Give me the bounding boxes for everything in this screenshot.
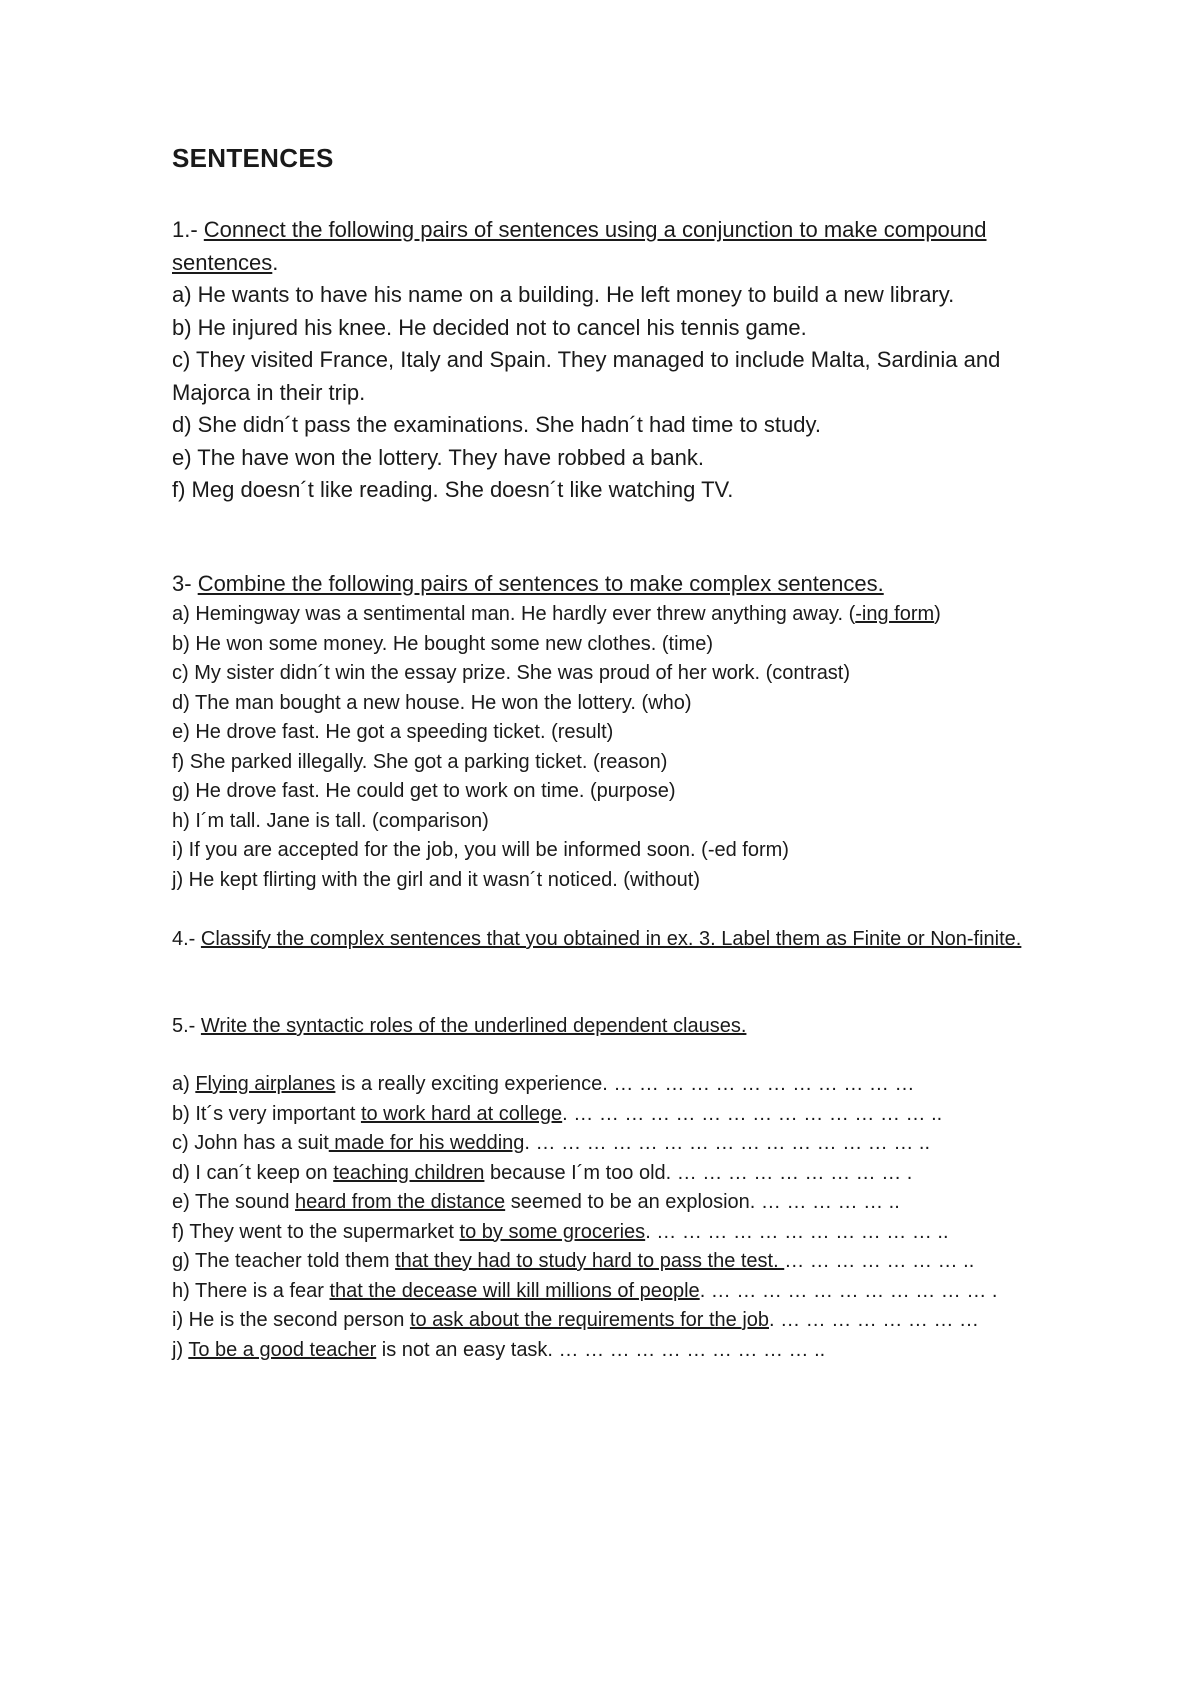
exercise-item xyxy=(172,1159,997,1189)
section-5-list xyxy=(172,1070,997,1365)
item-end: ) xyxy=(934,603,941,625)
exercise-item xyxy=(172,1336,997,1366)
item-text: g) The teacher told them xyxy=(172,1250,396,1272)
section-4 xyxy=(172,925,1052,953)
section-4-number: 4.- xyxy=(172,928,201,950)
exercise-item: d) She didn´t pass the examinations. She hadn´t had time to study. xyxy=(172,412,821,437)
exercise-item: j) He kept flirting with the girl and it wasn´t noticed. (without) xyxy=(172,868,700,891)
exercise-item: b) He injured his knee. He decided not to cancel his tennis game. xyxy=(172,314,807,340)
underlined-clause: that they had to study hard to pass the test. xyxy=(395,1250,785,1272)
item-underlined: -ing form xyxy=(855,603,935,625)
exercise-item: c) They visited France, Italy and Spain. They managed to include Malta, Sardinia and Majorca in their trip. xyxy=(172,347,1001,405)
exercise-item: i) If you are accepted for the job, you will be informed soon. (-ed form) xyxy=(172,839,789,861)
section-1-instruction-end: . xyxy=(272,249,279,275)
exercise-item xyxy=(172,1277,997,1307)
section-3-number: 3- xyxy=(172,571,198,596)
item-answer-dots: . … … … … … … … … … … … .. xyxy=(645,1220,949,1243)
exercise-item xyxy=(172,1070,997,1100)
exercise-item xyxy=(172,1218,997,1248)
section-5-heading xyxy=(172,1012,746,1040)
item-text: a) Hemingway was a sentimental man. He hardly ever threw anything away. ( xyxy=(172,603,856,625)
page-title: SENTENCES xyxy=(172,143,334,173)
exercise-item: g) He drove fast. He could get to work on time. (purpose) xyxy=(172,780,676,802)
underlined-clause: to work hard at college xyxy=(360,1102,563,1125)
section-3 xyxy=(172,568,1072,895)
section-3-instruction: Combine the following pairs of sentences to make complex sentences. xyxy=(197,571,884,596)
item-answer-dots: … … … … … … … .. xyxy=(784,1250,975,1272)
section-1-instruction: Connect the following pairs of sentences using a conjunction to make compound sentences xyxy=(172,217,987,275)
item-answer-dots: seemed to be an explosion. … … … … … .. xyxy=(505,1191,900,1213)
exercise-item xyxy=(172,1247,997,1277)
section-5-number: 5.- xyxy=(172,1015,201,1037)
section-5-instruction: Write the syntactic roles of the underlined dependent clauses. xyxy=(200,1015,747,1037)
item-text: h) There is a fear xyxy=(172,1279,330,1302)
exercise-item: c) My sister didn´t win the essay prize. She was proud of her work. (contrast) xyxy=(172,662,851,684)
underlined-clause: Flying airplanes xyxy=(195,1073,336,1095)
exercise-item: e) The have won the lottery. They have robbed a bank. xyxy=(172,444,705,470)
item-answer-dots: . … … … … … … … … xyxy=(769,1309,980,1331)
item-answer-dots: . … … … … … … … … … … … … … … .. xyxy=(562,1102,943,1125)
item-text: f) They went to the supermarket xyxy=(172,1220,460,1243)
item-text: d) I can´t keep on xyxy=(172,1161,334,1184)
underlined-clause: that the decease will kill millions of people xyxy=(329,1279,700,1302)
underlined-clause: teaching children xyxy=(333,1161,485,1184)
item-answer-dots: because I´m too old. … … … … … … … … … . xyxy=(484,1161,913,1184)
item-text: i) He is the second person xyxy=(172,1309,410,1331)
item-text: a) xyxy=(172,1073,196,1095)
exercise-item: e) He drove fast. He got a speeding ticket. (result) xyxy=(172,721,614,743)
exercise-item xyxy=(172,1306,997,1336)
underlined-clause: to by some groceries xyxy=(459,1220,646,1243)
item-answer-dots: is a really exciting experience. … … … … … … … … … … … … xyxy=(335,1073,915,1095)
exercise-item: b) He won some money. He bought some new clothes. (time) xyxy=(172,632,713,655)
exercise-item xyxy=(172,1129,997,1159)
underlined-clause: heard from the distance xyxy=(295,1191,506,1213)
exercise-item xyxy=(172,1188,997,1218)
item-answer-dots: . … … … … … … … … … … … . xyxy=(699,1279,998,1302)
exercise-item: h) I´m tall. Jane is tall. (comparison) xyxy=(172,809,489,832)
underlined-clause: made for his wedding xyxy=(328,1132,525,1154)
exercise-item xyxy=(172,1100,997,1130)
exercise-item: a) He wants to have his name on a building. He left money to build a new library. xyxy=(172,282,955,307)
section-1-number: 1.- xyxy=(172,217,204,242)
underlined-clause: to ask about the requirements for the job xyxy=(409,1309,770,1331)
section-1 xyxy=(172,214,1032,507)
underlined-clause: To be a good teacher xyxy=(188,1338,377,1361)
exercise-item xyxy=(172,600,1072,630)
item-text: e) The sound xyxy=(172,1191,296,1213)
item-answer-dots: is not an easy task. … … … … … … … … … … .. xyxy=(376,1338,826,1361)
item-text: b) It´s very important xyxy=(172,1102,361,1125)
exercise-item: d) The man bought a new house. He won the lottery. (who) xyxy=(172,691,692,714)
item-text: c) John has a suit xyxy=(172,1132,329,1154)
exercise-item: f) Meg doesn´t like reading. She doesn´t like watching TV. xyxy=(172,477,734,502)
exercise-item: f) She parked illegally. She got a parking ticket. (reason) xyxy=(172,750,668,773)
item-text: j) xyxy=(172,1338,189,1361)
section-1-heading xyxy=(172,214,1032,279)
item-answer-dots: . … … … … … … … … … … … … … … … .. xyxy=(524,1132,930,1154)
section-3-heading xyxy=(172,568,1072,600)
section-4-instruction: Classify the complex sentences that you obtained in ex. 3. Label them as Finite or Non-finite. xyxy=(200,928,1022,950)
